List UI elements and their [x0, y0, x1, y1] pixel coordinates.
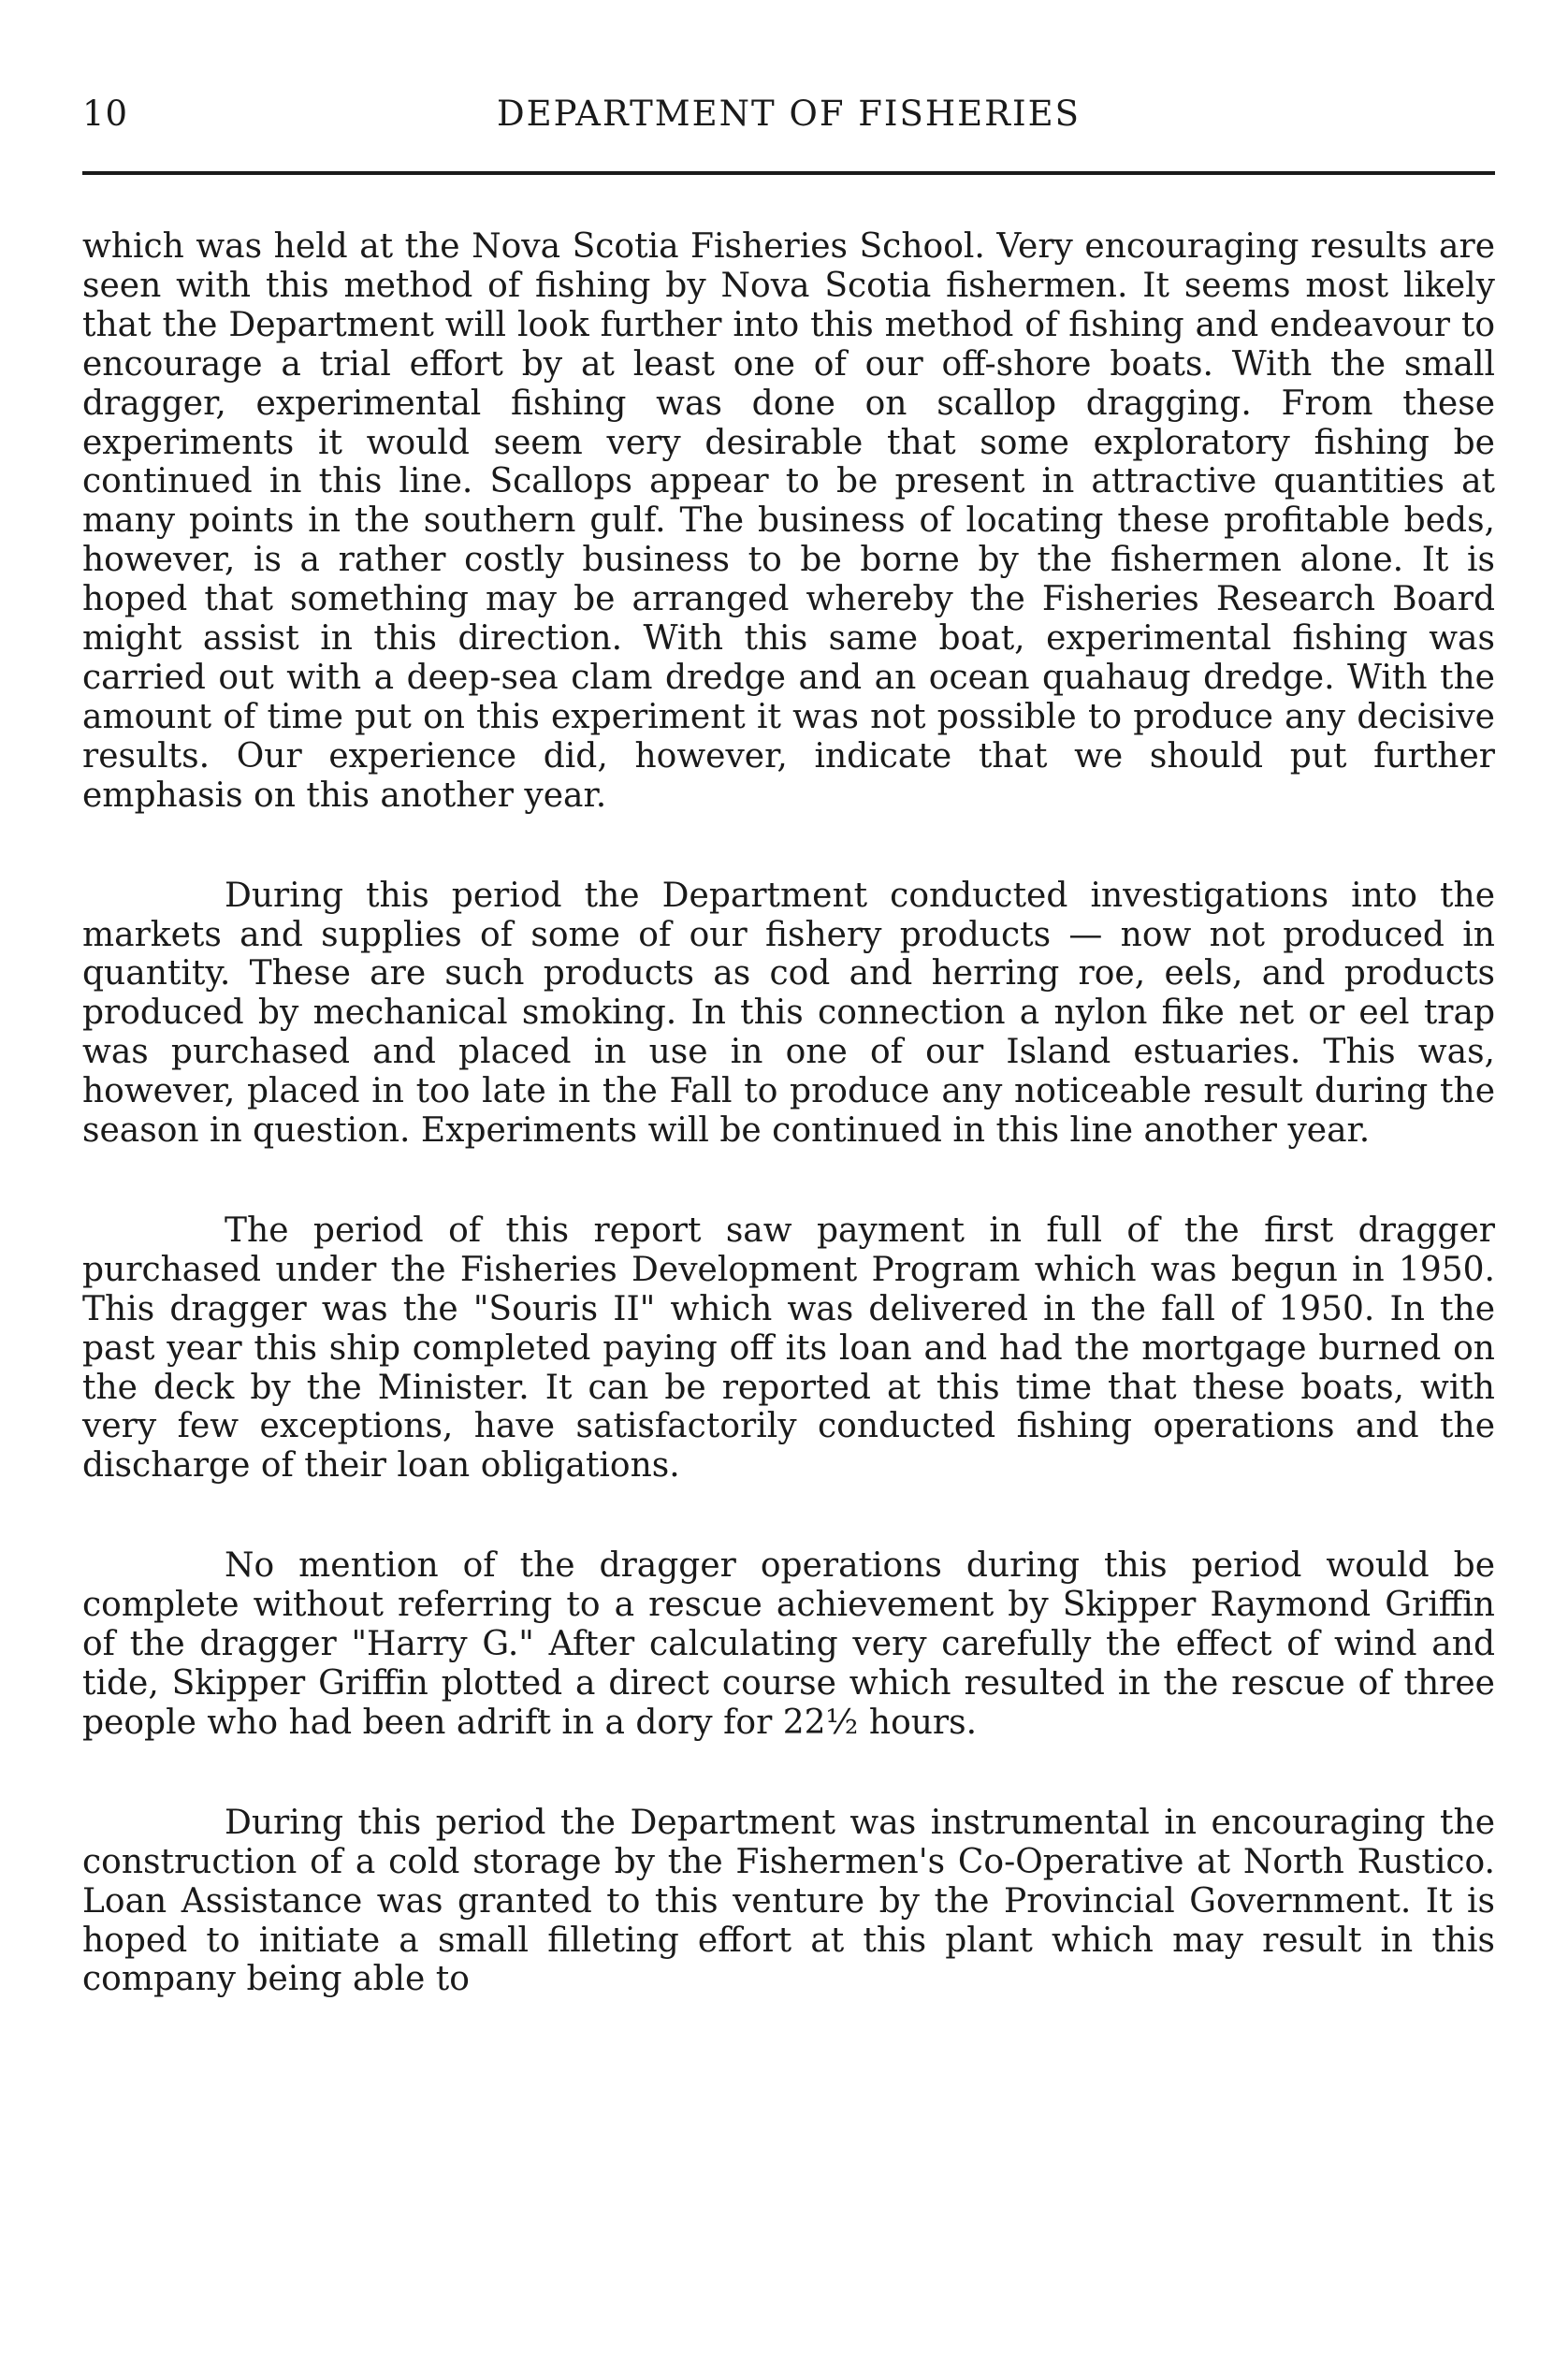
page-number: 10 [82, 94, 129, 134]
paragraph: No mention of the dragger operations during this period would be complete without referring to a rescue achievement by Skipper Raymond Griffin of the dragger "Harry G." After calculating very carefully the effect of wind and tide, Skipper Griffin plotted a direct course which resulted in the rescue of three people who had been adrift in a dory for 22½ hours. [82, 1546, 1495, 1742]
running-head: DEPARTMENT OF FISHERIES [497, 94, 1081, 134]
paragraph: The period of this report saw payment in full of the first dragger purchased under the Fisheries Development Program which was begun in 1950. This dragger was the "Souris II" which was delivered in the fall of 1950. In the past year this ship completed paying off its loan and had the mortgage burned on the deck by the Minister. It can be reported at this time that these boats, with very few exceptions, have satisfactorily conducted fishing operations and the discharge of their loan obligations. [82, 1211, 1495, 1486]
paragraph: During this period the Department conducted investigations into the markets and supplies of some of our fishery products — now not produced in quantity. These are such products as cod and herring roe, eels, and products produced by mechanical smoking. In this connection a nylon fike net or eel trap was purchased and placed in use in one of our Island estuaries. This was, however, placed in too late in the Fall to produce any noticeable result during the season in question. Experiments will be continued in this line another year. [82, 876, 1495, 1151]
body-text [82, 227, 1495, 1999]
paragraph: which was held at the Nova Scotia Fisheries School. Very encouraging results are seen with this method of fishing by Nova Scotia fishermen. It seems most likely that the Department will look further into this method of fishing and endeavour to encourage a trial effort by at least one of our off-shore boats. With the small dragger, experimental fishing was done on scallop dragging. From these experiments it would seem very desirable that some exploratory fishing be continued in this line. Scallops appear to be present in attractive quantities at many points in the southern gulf. The business of locating these profitable beds, however, is a rather costly business to be borne by the fishermen alone. It is hoped that something may be arranged whereby the Fisheries Research Board might assist in this direction. With this same boat, experimental fishing was carried out with a deep-sea clam dredge and an ocean quahaug dredge. With the amount of time put on this experiment it was not possible to produce any decisive results. Our experience did, however, indicate that we should put further emphasis on this another year. [82, 227, 1495, 815]
header-rule [82, 171, 1495, 175]
page-header [82, 94, 1495, 150]
paragraph: During this period the Department was instrumental in encouraging the construction of a cold storage by the Fishermen's Co-Operative at North Rustico. Loan Assistance was granted to this venture by the Provincial Government. It is hoped to initiate a small filleting effort at this plant which may result in this company being able to [82, 1803, 1495, 1999]
